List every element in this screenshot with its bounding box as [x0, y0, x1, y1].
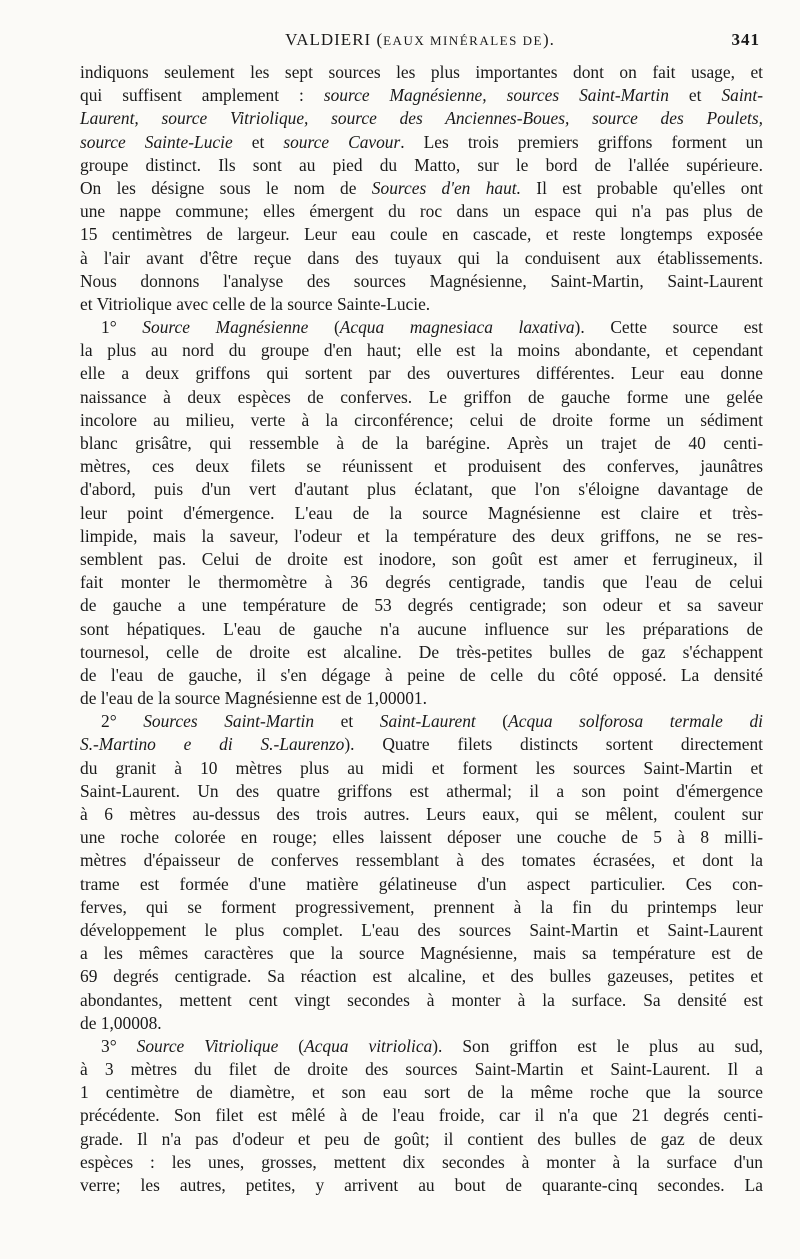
- running-head-title: VALDIERI (EAUX MINÉRALES DE).: [285, 30, 555, 49]
- text-segment: d'abord, puis d'un vert d'autant plus éclatant, que l'on s'éloigne davantage de: [80, 479, 763, 500]
- text-line: [80, 618, 763, 641]
- text-line: [80, 942, 763, 965]
- text-line: [80, 548, 763, 571]
- text-line: [80, 965, 763, 988]
- text-segment: qui suffisent amplement :: [80, 85, 324, 106]
- text-segment: mètres d'épaisseur de conferves ressemblant à des tomates écrasées, et dont la: [80, 850, 763, 871]
- text-line: [80, 223, 763, 246]
- text-line: [80, 571, 763, 594]
- text-segment: et Vitriolique avec celle de la source Sainte-Lucie.: [80, 293, 431, 314]
- text-segment: et: [314, 711, 380, 732]
- text-line: [80, 594, 763, 617]
- text-segment: de l'eau de la source Magnésienne est de 1,00001.: [80, 688, 427, 709]
- text-segment: du granit à 10 mètres plus au midi et forment les sources Saint-Martin et: [80, 757, 763, 778]
- text-line: [80, 1174, 763, 1197]
- italic-segment: source Magnésienne, sources Saint-Martin: [323, 85, 669, 106]
- text-line: [80, 1128, 763, 1151]
- text-segment: fait monter le thermomètre à 36 degrés centigrade, tandis que l'eau de celui: [80, 572, 763, 593]
- text-segment: 3°: [101, 1035, 137, 1056]
- text-line: [80, 780, 763, 803]
- italic-segment: Sources Saint-Martin: [143, 711, 315, 732]
- text-line: [80, 432, 763, 455]
- text-line: [80, 1058, 763, 1081]
- text-line: [80, 919, 763, 942]
- italic-segment: Sources d'en haut.: [371, 177, 521, 198]
- text-segment: espèces : les unes, grosses, mettent dix secondes à monter à la surface d'un: [80, 1151, 763, 1172]
- text-line: [80, 154, 763, 177]
- text-segment: 1°: [101, 317, 143, 338]
- text-segment: à 6 mètres au-dessus des trois autres. Leurs eaux, qui se mêlent, coulent sur: [80, 804, 763, 824]
- text-line: [80, 525, 763, 548]
- text-line: [80, 849, 763, 872]
- text-segment: Nous donnons l'analyse des sources Magnésienne, Saint-Martin, Saint-Laurent: [80, 270, 763, 291]
- text-segment: une nappe commune; elles émergent du roc dans un espace qui n'a pas plus de: [80, 201, 763, 222]
- text-line: [80, 1035, 763, 1058]
- text-segment: de gauche a une température de 53 degrés centigrade; son odeur et sa saveur: [80, 595, 763, 616]
- text-line: [80, 200, 763, 223]
- text-segment: leur point d'émergence. L'eau de la source Magnésienne est claire et très-: [80, 502, 763, 523]
- text-segment: (: [308, 317, 340, 338]
- text-segment: de l'eau de gauche, il s'en dégage à peine de celle du côté opposé. La densité: [80, 664, 763, 685]
- text-line: [80, 1012, 763, 1035]
- text-segment: verre; les autres, petites, y arrivent au bout de quarante-cinq secondes. La: [80, 1175, 763, 1195]
- text-line: [80, 641, 763, 664]
- text-line: [80, 757, 763, 780]
- text-segment: mètres, ces deux filets se réunissent et produisent des conferves, jaunâtres: [80, 456, 763, 477]
- text-segment: (: [475, 711, 509, 732]
- text-segment: à l'air avant d'être reçue dans des tuyaux qui la conduisent aux établissements.: [80, 247, 763, 268]
- text-line: [80, 896, 763, 919]
- text-line: [80, 177, 763, 200]
- text-segment: Saint-Laurent. Un des quatre griffons est athermal; il a son point d'émergence: [80, 780, 763, 801]
- text-line: [80, 362, 763, 385]
- text-line: [80, 502, 763, 525]
- text-segment: ). Son griffon est le plus au sud,: [432, 1035, 763, 1056]
- text-line: [80, 386, 763, 409]
- text-segment: . Les trois premiers griffons forment un: [400, 131, 763, 152]
- text-line: [80, 316, 763, 339]
- text-line: [80, 803, 763, 826]
- text-line: [80, 339, 763, 362]
- text-segment: abondantes, mettent cent vingt secondes à monter à la surface. Sa densité est: [80, 989, 763, 1010]
- text-segment: semblent pas. Celui de droite est inodore, son goût est amer et ferrugineux, il: [80, 548, 763, 569]
- page-number: 341: [731, 30, 760, 49]
- text-segment: 69 degrés centigrade. Sa réaction est alcaline, et des bulles gazeuses, petites et: [80, 966, 763, 987]
- text-segment: une roche colorée en rouge; elles laissent déposer une couche de 5 à 8 milli-: [80, 827, 763, 848]
- text-segment: groupe distinct. Ils sont au pied du Matto, sur le bord de l'allée supérieure.: [80, 154, 763, 175]
- text-segment: ferves, qui se forment progressivement, prennent à la fin du printemps leur: [80, 896, 763, 917]
- text-line: [80, 687, 763, 710]
- italic-segment: S.-Martino e di S.-Laurenzo: [80, 734, 345, 755]
- text-line: [80, 455, 763, 478]
- text-line: [80, 61, 763, 84]
- running-head: [80, 30, 760, 56]
- text-segment: à 3 mètres du filet de droite des sources Saint-Martin et Saint-Laurent. Il a: [80, 1059, 763, 1080]
- text-line: [80, 989, 763, 1012]
- italic-segment: Laurent, source Vitriolique, source des Anciennes-Boues, source des Poulets,: [80, 108, 763, 129]
- text-segment: blanc grisâtre, qui ressemble à de la barégine. Après un trajet de 40 centi-: [80, 433, 763, 453]
- italic-segment: Acqua solforosa termale di: [508, 711, 763, 732]
- italic-segment: Acqua magnesiaca laxativa: [339, 317, 575, 338]
- text-line: [80, 1104, 763, 1127]
- text-line: [80, 478, 763, 501]
- text-segment: de 1,00008.: [80, 1012, 162, 1033]
- text-segment: sont hépatiques. L'eau de gauche n'a aucune influence sur les préparations de: [80, 618, 763, 639]
- text-segment: tournesol, celle de droite est alcaline. De très-petites bulles de gaz s'échappent: [80, 641, 763, 662]
- text-segment: 15 centimètres de largeur. Leur eau coule en cascade, et reste longtemps exposée: [80, 224, 763, 245]
- italic-segment: source Sainte-Lucie: [80, 131, 233, 152]
- text-line: [80, 409, 763, 432]
- italic-segment: source Cavour: [283, 131, 401, 152]
- text-segment: précédente. Son filet est mêlé à de l'eau froide, car il n'a que 21 degrés centi-: [80, 1105, 763, 1126]
- text-segment: la plus au nord du groupe d'en haut; elle est la moins abondante, et cependant: [80, 340, 763, 361]
- text-segment: limpide, mais la saveur, l'odeur et la température des deux griffons, ne se res-: [80, 525, 763, 546]
- text-line: [80, 710, 763, 733]
- text-segment: trame est formée d'une matière gélatineuse d'un aspect particulier. Ces con-: [80, 873, 763, 894]
- text-segment: On les désigne sous le nom de: [80, 177, 372, 198]
- text-segment: et: [232, 131, 284, 152]
- text-line: [80, 826, 763, 849]
- text-segment: ). Quatre filets distincts sortent directement: [344, 734, 763, 755]
- text-line: [80, 131, 763, 154]
- italic-segment: Source Magnésienne: [142, 317, 309, 338]
- text-line: [80, 84, 763, 107]
- text-segment: ). Cette source est: [574, 317, 764, 338]
- body-text: [80, 61, 763, 1197]
- text-segment: Il est probable qu'elles ont: [520, 177, 764, 198]
- text-segment: elle a deux griffons qui sortent par des ouvertures différentes. Leur eau donne: [80, 363, 763, 384]
- text-line: [80, 293, 763, 316]
- italic-segment: Source Vitriolique: [136, 1035, 279, 1056]
- text-line: [80, 247, 763, 270]
- text-line: [80, 1081, 763, 1104]
- text-line: [80, 733, 763, 756]
- italic-segment: Saint-Laurent: [379, 711, 476, 732]
- italic-segment: Acqua vitriolica: [304, 1035, 433, 1056]
- text-line: [80, 107, 763, 130]
- text-segment: naissance à deux espèces de conferves. Le griffon de gauche forme une gelée: [80, 386, 763, 407]
- text-segment: indiquons seulement les sept sources les plus importantes dont on fait usage, et: [80, 62, 763, 82]
- text-segment: (: [278, 1035, 305, 1056]
- text-segment: grade. Il n'a pas d'odeur et peu de goût; il contient des bulles de gaz de deux: [80, 1128, 763, 1149]
- italic-segment: Saint-: [721, 85, 763, 106]
- text-segment: incolore au milieu, verte à la circonférence; celui de droite forme un sédiment: [80, 409, 763, 430]
- text-segment: 1 centimètre de diamètre, et son eau sort de la même roche que la source: [80, 1082, 763, 1103]
- text-segment: et: [668, 85, 722, 106]
- text-segment: a les mêmes caractères que la source Magnésienne, mais sa température est de: [80, 943, 763, 964]
- text-segment: 2°: [101, 711, 144, 732]
- text-line: [80, 1151, 763, 1174]
- text-line: [80, 270, 763, 293]
- text-line: [80, 664, 763, 687]
- text-line: [80, 873, 763, 896]
- text-segment: développement le plus complet. L'eau des sources Saint-Martin et Saint-Laurent: [80, 919, 763, 940]
